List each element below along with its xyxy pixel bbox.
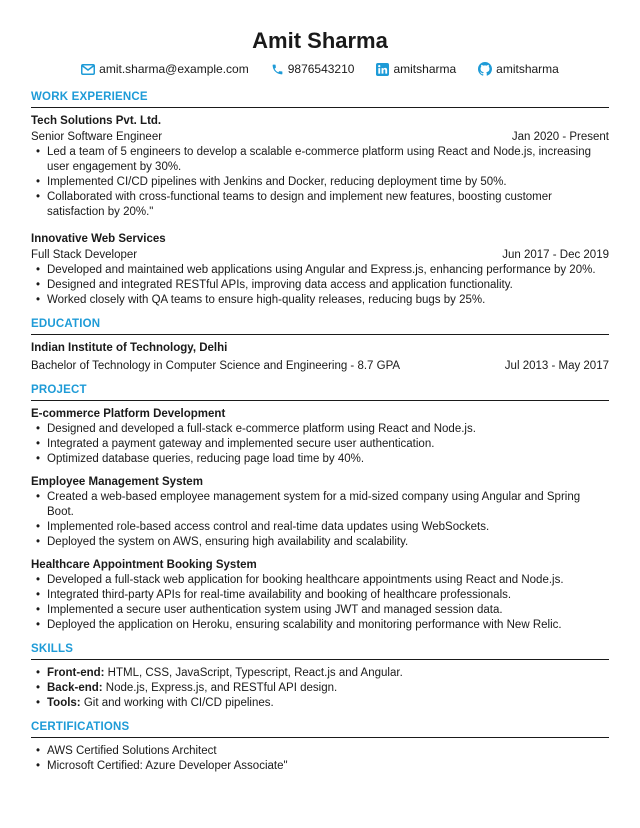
list-item: • Worked closely with QA teams to ensure high-quality releases, reducing bugs by 25%. xyxy=(31,293,609,308)
linkedin-icon xyxy=(376,63,389,76)
company-name: Innovative Web Services xyxy=(31,233,166,245)
project-bullets xyxy=(31,573,609,633)
list-item: • Developed and maintained web applications using Angular and Express.js, enhancing performance by 20%. xyxy=(31,263,609,278)
list-item: • Created a web-based employee management system for a mid-sized company using Angular and Spring Boot. xyxy=(31,490,609,520)
project-entry xyxy=(31,475,609,550)
certifications-list xyxy=(31,744,609,774)
section-title: EDUCATION xyxy=(31,318,609,335)
contact-bar xyxy=(31,61,609,77)
phone-text: 9876543210 xyxy=(287,62,355,76)
contact-phone[interactable] xyxy=(271,62,355,76)
section-title: SKILLS xyxy=(31,643,609,660)
envelope-icon xyxy=(81,64,95,75)
contact-linkedin[interactable] xyxy=(376,62,456,76)
skill-label: Tools: xyxy=(47,697,81,709)
email-text: amit.sharma@example.com xyxy=(99,62,249,76)
list-item: • AWS Certified Solutions Architect xyxy=(31,744,609,759)
candidate-name: Amit Sharma xyxy=(252,28,388,53)
degree-row xyxy=(31,358,609,374)
contact-github[interactable] xyxy=(478,62,559,76)
section-title: PROJECT xyxy=(31,384,609,401)
job-role: Senior Software Engineer xyxy=(31,131,163,143)
project-name: Healthcare Appointment Booking System xyxy=(31,559,257,571)
list-item: • Deployed the application on Heroku, ensuring scalability and monitoring performance with New Relic. xyxy=(31,618,609,633)
list-item: • Designed and developed a full-stack e-commerce platform using React and Node.js. xyxy=(31,422,609,437)
list-item: • Microsoft Certified: Azure Developer Associate" xyxy=(31,759,609,774)
section-education xyxy=(31,318,609,374)
skill-value: HTML, CSS, JavaScript, Typescript, React.js and Angular. xyxy=(104,667,403,679)
list-item: • Deployed the system on AWS, ensuring high availability and scalability. xyxy=(31,535,609,550)
job-row xyxy=(31,247,609,263)
list-item xyxy=(31,681,609,696)
school-name: Indian Institute of Technology, Delhi xyxy=(31,342,228,354)
section-title: CERTIFICATIONS xyxy=(31,721,609,738)
list-item: • Developed a full-stack web application for booking healthcare appointments using React and Node.js. xyxy=(31,573,609,588)
project-bullets xyxy=(31,490,609,550)
skill-label: Back-end: xyxy=(47,682,103,694)
linkedin-text: amitsharma xyxy=(393,62,457,76)
section-title: WORK EXPERIENCE xyxy=(31,91,609,108)
contact-email[interactable] xyxy=(81,62,249,76)
company-name: Tech Solutions Pvt. Ltd. xyxy=(31,115,162,127)
section-skills xyxy=(31,643,609,711)
list-item: • Designed and integrated RESTful APIs, improving data access and application functionality. xyxy=(31,278,609,293)
project-bullets xyxy=(31,422,609,467)
education-dates: Jul 2013 - May 2017 xyxy=(504,360,609,372)
job-dates: Jun 2017 - Dec 2019 xyxy=(502,249,609,261)
project-name: E-commerce Platform Development xyxy=(31,408,226,420)
project-name: Employee Management System xyxy=(31,476,203,488)
skill-value: Node.js, Express.js, and RESTful API design. xyxy=(102,682,338,694)
skill-value: Git and working with CI/CD pipelines. xyxy=(80,697,274,709)
degree: Bachelor of Technology in Computer Science and Engineering - 8.7 GPA xyxy=(31,360,401,372)
project-entry xyxy=(31,407,609,467)
list-item: • Implemented CI/CD pipelines with Jenkins and Docker, reducing deployment time by 50%. xyxy=(31,175,609,190)
list-item: • Optimized database queries, reducing page load time by 40%. xyxy=(31,452,609,467)
job-bullets xyxy=(31,145,609,220)
section-certifications xyxy=(31,721,609,774)
list-item: • Implemented role-based access control and real-time data updates using WebSockets. xyxy=(31,520,609,535)
list-item: • Collaborated with cross-functional teams to design and implement new features, boosting customer satisfaction by 20%." xyxy=(31,190,609,220)
skills-list xyxy=(31,666,609,711)
list-item: • Integrated a payment gateway and implemented secure user authentication. xyxy=(31,437,609,452)
list-item xyxy=(31,696,609,711)
list-item xyxy=(31,666,609,681)
job-role: Full Stack Developer xyxy=(31,249,138,261)
project-entry xyxy=(31,558,609,633)
education-entry xyxy=(31,341,609,374)
section-work-experience xyxy=(31,91,609,308)
list-item: • Integrated third-party APIs for real-time availability and booking of healthcare professionals. xyxy=(31,588,609,603)
job-row xyxy=(31,129,609,145)
github-text: amitsharma xyxy=(496,62,559,76)
job-entry xyxy=(31,114,609,220)
job-bullets xyxy=(31,263,609,308)
list-item: • Led a team of 5 engineers to develop a scalable e-commerce platform using React and Node.js, increasing user engagement by 30%. xyxy=(31,145,609,175)
section-project xyxy=(31,384,609,633)
github-icon xyxy=(478,62,492,76)
skill-label: Front-end: xyxy=(47,667,105,679)
phone-icon xyxy=(271,63,284,76)
job-entry xyxy=(31,232,609,308)
list-item: • Implemented a secure user authentication system using JWT and managed session data. xyxy=(31,603,609,618)
job-dates: Jan 2020 - Present xyxy=(511,131,609,143)
